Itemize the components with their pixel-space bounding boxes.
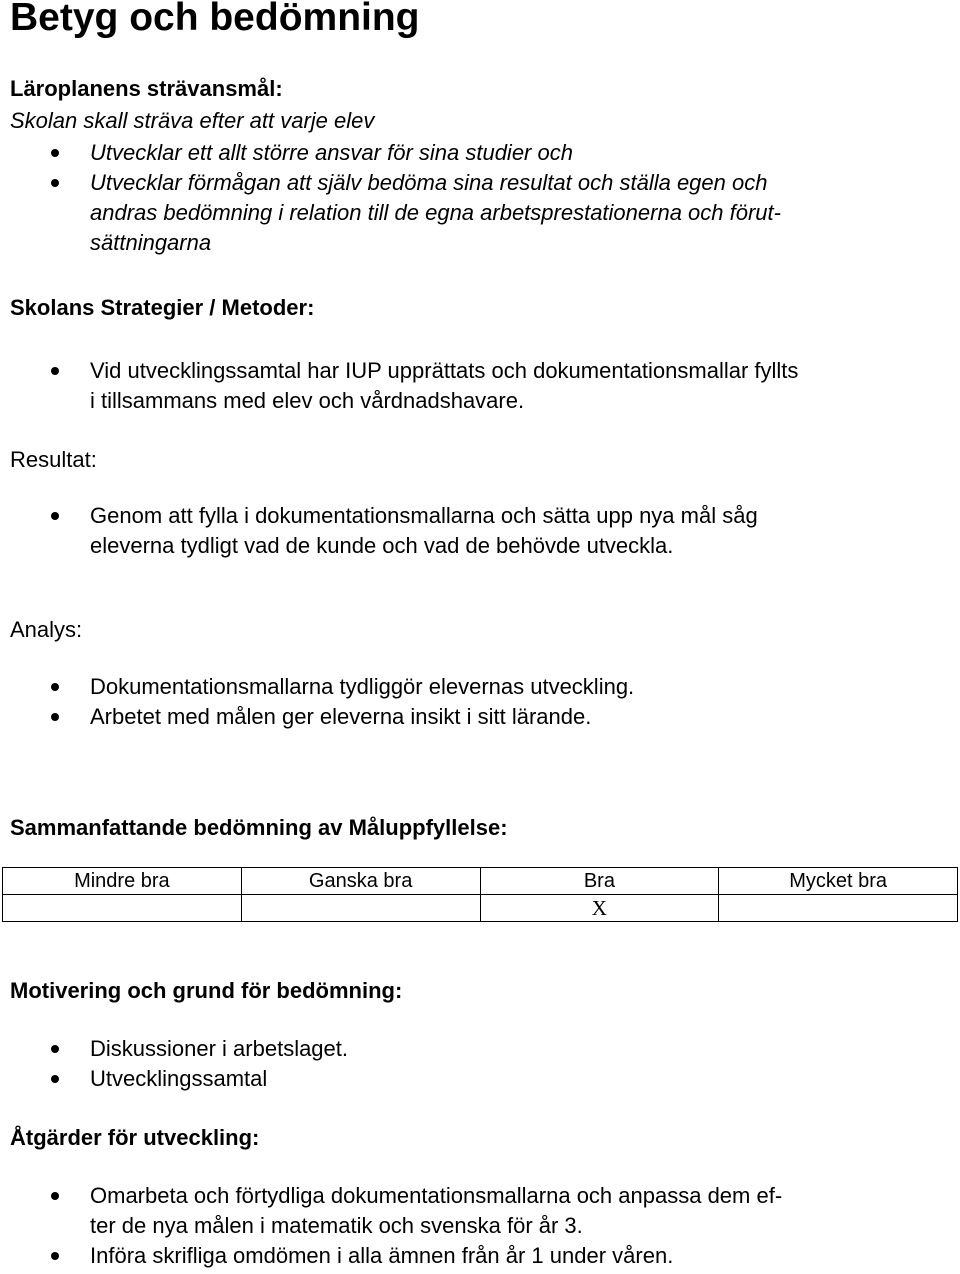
bullet-icon [51,1252,59,1260]
laroplan-intro: Skolan skall sträva efter att varje elev [10,108,375,133]
column-header: Ganska bra [241,868,480,895]
table-row [3,895,958,922]
list-item-text: Diskussioner i arbetslaget. [90,1036,349,1061]
bullet-icon [51,149,59,157]
resultat-list [0,501,950,561]
motivering-list [0,1034,950,1094]
column-header: Bra [480,868,719,895]
analys-heading: Analys: [10,617,83,642]
page-title: Betyg och bedömning [10,0,420,39]
motivering-heading: Motivering och grund för bedömning: [10,978,403,1003]
list-item [0,501,950,561]
sammanfattning-heading: Sammanfattande bedömning av Måluppfyllelse: [10,815,508,840]
bullet-icon [51,683,59,691]
bullet-icon [51,1045,59,1053]
list-item [0,702,950,732]
atgarder-list [0,1181,950,1271]
table-cell: X [480,895,719,922]
list-item [0,1181,950,1241]
list-item [0,672,950,702]
bullet-icon [51,1075,59,1083]
atgarder-heading: Åtgärder för utveckling: [10,1125,260,1150]
bullet-icon [51,713,59,721]
strategier-heading: Skolans Strategier / Metoder: [10,295,315,320]
list-item [0,356,950,416]
table-cell [3,895,242,922]
assessment-table [2,867,958,922]
list-item-text: Utvecklingssamtal [90,1066,268,1091]
resultat-heading: Resultat: [10,447,97,472]
laroplan-heading: Läroplanens strävansmål: [10,76,283,101]
list-item [0,168,950,258]
laroplan-list [0,138,950,258]
table-header-row [3,868,958,895]
list-item-text: Dokumentationsmallarna tydliggör elevernas utveckling. [90,674,635,699]
column-header: Mycket bra [719,868,958,895]
list-item-text: Genom att fylla i dokumentationsmallarna och sätta upp nya mål såg eleverna tydligt vad de kunde och vad de behövde utveckla. [90,503,758,558]
list-item-text: Utvecklar ett allt större ansvar för sina studier och [90,140,573,165]
table-cell [719,895,958,922]
strategier-list [0,356,950,416]
bullet-icon [51,367,59,375]
bullet-icon [51,1192,59,1200]
list-item-text: Vid utvecklingssamtal har IUP upprättats och dokumentationsmallar fyllts i tillsammans med elev och vårdnadshavare. [90,358,799,413]
list-item [0,1064,950,1094]
analys-list [0,672,950,732]
list-item-text: Arbetet med målen ger eleverna insikt i sitt lärande. [90,704,592,729]
list-item-text: Utvecklar förmågan att själv bedöma sina resultat och ställa egen och andras bedömning i relation till de egna arbetsprestationerna och förut- sättningarna [90,170,781,255]
list-item [0,1241,950,1271]
bullet-icon [51,512,59,520]
column-header: Mindre bra [3,868,242,895]
list-item [0,138,950,168]
list-item-text: Införa skrifliga omdömen i alla ämnen från år 1 under våren. [90,1243,674,1268]
list-item [0,1034,950,1064]
list-item-text: Omarbeta och förtydliga dokumentationsmallarna och anpassa dem ef- ter de nya målen i matematik och svenska för år 3. [90,1183,783,1238]
table-cell [241,895,480,922]
bullet-icon [51,179,59,187]
